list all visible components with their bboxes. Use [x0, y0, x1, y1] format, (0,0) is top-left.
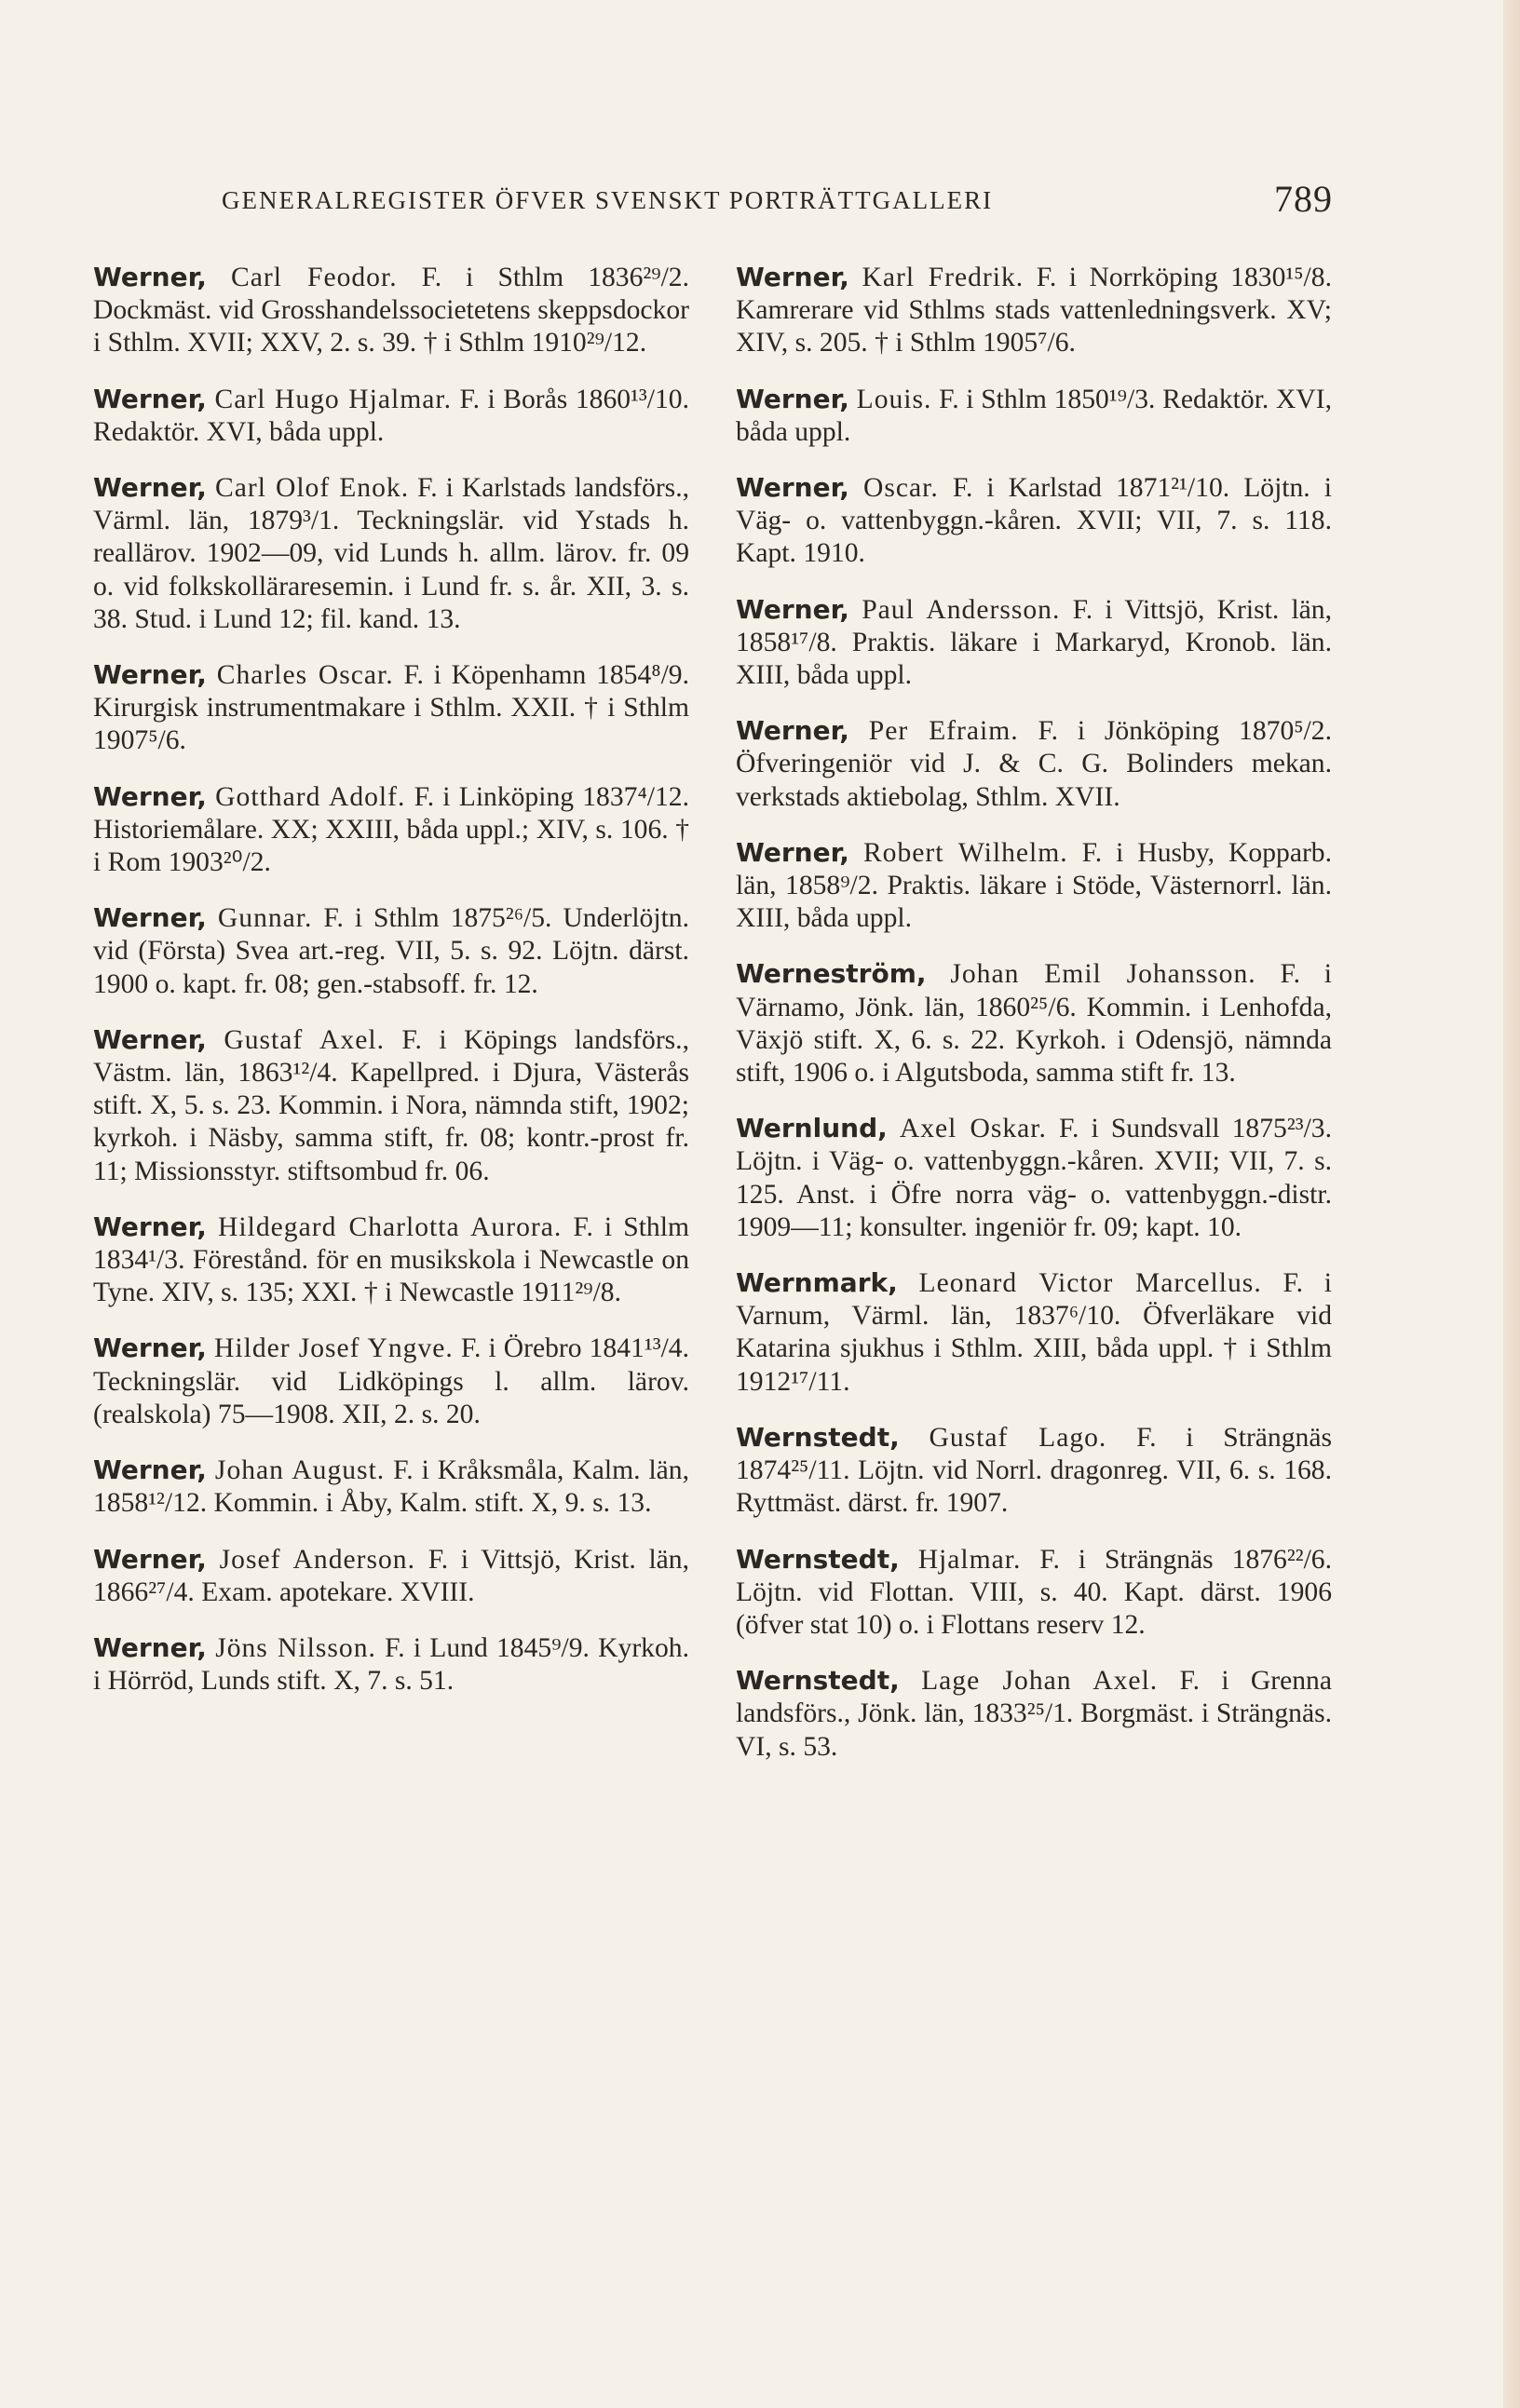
entry-surname: Werner, — [736, 715, 849, 747]
entry-surname: Werner, — [736, 836, 849, 868]
entry-given-names: Louis. — [856, 384, 932, 414]
register-entry — [736, 593, 1332, 693]
register-entry — [93, 261, 689, 360]
entry-surname: Werner, — [93, 1211, 207, 1242]
entry-surname: Werner, — [736, 262, 849, 292]
entry-given-names: Paul Andersson. — [862, 594, 1061, 625]
entry-given-names: Gotthard Adolf. — [215, 781, 406, 812]
entry-given-names: Gunnar. — [217, 903, 313, 934]
page-number: 789 — [1274, 178, 1333, 220]
entry-surname: Wernmark, — [736, 1267, 898, 1299]
entry-given-names: Jöns Nilsson. — [215, 1632, 376, 1663]
right-column — [736, 261, 1332, 1786]
entry-given-names: Charles Oscar. — [216, 660, 394, 691]
entry-text: F. i Strängnäs 1876²²/6. Löjtn. vid Flottan. VIII, s. 40. Kapt. därst. 1906 (öfver stat 10) o. i Flottans reserv 12. — [736, 1544, 1332, 1640]
entry-text: F. i Linköping 1837⁴/12. Historiemålare. XX; XXIII, båda uppl.; XIV, s. 106. † i Rom 1903²⁰/2. — [93, 781, 689, 878]
entry-surname: Werner, — [736, 383, 849, 414]
header-title: GENERALREGISTER ÖFVER SVENSKT PORTRÄTTGALLERI — [222, 186, 994, 214]
entry-text: F. i Vittsjö, Krist. län, 1858¹⁷/8. Praktis. läkare i Markaryd, Kronob. län. XIII, båda uppl. — [736, 594, 1333, 691]
entry-given-names: Josef Anderson. — [219, 1544, 416, 1575]
entry-given-names: Gustaf Axel. — [224, 1024, 385, 1055]
entry-text: F. i Jönköping 1870⁵/2. Öfveringeniör vid J. & C. G. Bolinders mekan. verkstads aktiebolag, Sthlm. XVII. — [736, 716, 1332, 812]
entry-given-names: Leonard Victor Marcellus. — [918, 1268, 1262, 1299]
register-entry — [736, 1266, 1332, 1399]
entry-given-names: Hilder Josef Yngve. — [214, 1333, 454, 1364]
register-entry — [736, 836, 1332, 936]
entry-surname: Wernstedt, — [736, 1665, 900, 1697]
entry-text: F. i Karlstads landsförs., Värml. län, 1879³/1. Teckningslär. vid Ystads h. reallärov. 1902—09, vid Lunds h. allm. lärov. fr. 09 o. vid folkskolläraresemin. i Lund fr. s. år. XII, 3. s. 38. Stud. i Lund 12; fil. kand. 13. — [93, 473, 689, 634]
register-entry — [736, 261, 1332, 360]
register-entry — [93, 471, 689, 636]
register-entry — [93, 1454, 689, 1520]
register-entry — [736, 1112, 1332, 1244]
entry-text: F. i Sundsvall 1875²³/3. Löjtn. i Väg- o. vattenbyggn.-kåren. XVII; VII, 7. s. 125. Anst. i Öfre norra väg- o. vattenbyggn.-distr. 1909—11; konsulter. ingeniör fr. 09; kapt. 10. — [736, 1114, 1332, 1242]
entry-text: F. i Grenna landsförs., Jönk. län, 1833²⁵/1. Borgmäst. i Strängnäs. VI, s. 53. — [736, 1666, 1332, 1762]
register-entry — [736, 957, 1332, 1089]
entry-given-names: Hildegard Charlotta Aurora. — [218, 1211, 563, 1242]
register-entry — [736, 1543, 1332, 1643]
entry-surname: Werner, — [93, 1543, 207, 1575]
entry-surname: Werner, — [93, 1631, 207, 1663]
register-entry — [736, 1421, 1332, 1521]
entry-given-names: Gustaf Lago. — [929, 1422, 1107, 1453]
entry-surname: Werneström, — [736, 958, 927, 990]
entry-text: F. i Varnum, Värml. län, 1837⁶/10. Öfverläkare vid Katarina sjukhus i Sthlm. XIII, båda uppl. † i Sthlm 1912¹⁷/11. — [736, 1268, 1332, 1397]
register-entry — [93, 383, 689, 449]
register-entry — [93, 1023, 689, 1188]
entry-given-names: Carl Feodor. — [231, 263, 398, 292]
entry-text: F. i Lund 1845⁹/9. Kyrkoh. i Hörröd, Lunds stift. X, 7. s. 51. — [93, 1632, 689, 1697]
entry-text: F. i Värnamo, Jönk. län, 1860²⁵/6. Kommin. i Lenhofda, Växjö stift. X, 6. s. 22. Kyrkoh. i Odensjö, nämnda stift, 1906 o. i Algutsboda, samma stift fr. 13. — [736, 959, 1333, 1089]
entry-given-names: Axel Oskar. — [899, 1114, 1047, 1144]
entry-given-names: Robert Wilhelm. — [862, 837, 1068, 868]
entry-text: F. i Husby, Kopparb. län, 1858⁹/2. Praktis. läkare i Stöde, Västernorrl. län. XIII, båda uppl. — [736, 837, 1333, 934]
entry-surname: Wernstedt, — [736, 1543, 900, 1575]
entry-given-names: Per Efraim. — [868, 716, 1019, 747]
entry-text: F. i Köpenhamn 1854⁸/9. Kirurgisk instrumentmakare i Sthlm. XXII. † i Sthlm 1907⁵/6. — [93, 660, 689, 756]
entry-surname: Werner, — [93, 1333, 207, 1364]
entry-given-names: Oscar. — [863, 473, 939, 504]
entry-surname: Wernlund, — [736, 1113, 888, 1144]
entry-surname: Werner, — [93, 262, 207, 292]
entry-text: F. i Sthlm 1850¹⁹/3. Redaktör. XVI, båda uppl. — [736, 384, 1332, 447]
entry-surname: Werner, — [93, 902, 207, 934]
entry-given-names: Carl Olof Enok. — [214, 473, 410, 504]
entry-surname: Werner, — [93, 780, 207, 812]
register-entry — [93, 1631, 689, 1698]
entry-given-names: Johan Emil Johansson. — [950, 959, 1256, 990]
entry-text: F. i Borås 1860¹³/10. Redaktör. XVI, båda uppl. — [93, 384, 689, 447]
entry-given-names: Hjalmar. — [917, 1544, 1022, 1575]
entry-surname: Werner, — [93, 1454, 207, 1486]
entry-surname: Werner, — [93, 383, 207, 414]
entry-surname: Wernstedt, — [736, 1421, 900, 1453]
entry-given-names: Johan August. — [214, 1455, 386, 1486]
entry-text: F. i Strängnäs 1874²⁵/11. Löjtn. vid Norrl. dragonreg. VII, 6. s. 168. Ryttmäst. därst. fr. 1907. — [736, 1422, 1332, 1519]
entry-text: F. i Vittsjö, Krist. län, 1866²⁷/4. Exam. apotekare. XVIII. — [93, 1544, 689, 1607]
entry-given-names: Karl Fredrik. — [862, 263, 1025, 292]
register-entry — [93, 1332, 689, 1431]
register-entry — [93, 780, 689, 880]
register-entry — [736, 714, 1332, 814]
entry-text: F. i Sthlm 1875²⁶/5. Underlöjtn. vid (Första) Svea art.-reg. VII, 5. s. 92. Löjtn. därst. 1900 o. kapt. fr. 08; gen.-stabsoff. fr. 12. — [93, 903, 689, 999]
entry-given-names: Carl Hugo Hjalmar. — [214, 384, 452, 414]
register-entry — [93, 1543, 689, 1609]
register-entry — [736, 1664, 1332, 1764]
entry-text: F. i Köpings landsförs., Västm. län, 1863¹²/4. Kapellpred. i Djura, Västerås stift. X, 5. s. 23. Kommin. i Nora, nämnda stift, 1902; kyrkoh. i Näsby, samma stift, fr. 08; kontr.-prost fr. 11; Missionsstyr. stiftsombud fr. 06. — [93, 1024, 689, 1186]
entry-surname: Werner, — [93, 472, 207, 504]
page-edge — [1503, 0, 1520, 2408]
entry-surname: Werner, — [93, 659, 207, 691]
register-entry — [93, 1211, 689, 1310]
entry-surname: Werner, — [93, 1023, 207, 1055]
register-entry — [93, 658, 689, 758]
entry-surname: Werner, — [736, 593, 849, 625]
entry-given-names: Lage Johan Axel. — [921, 1666, 1159, 1697]
entry-text: F. i Örebro 1841¹³/4. Teckningslär. vid Lidköpings l. allm. lärov. (realskola) 75—1908. XII, 2. s. 20. — [93, 1333, 689, 1429]
entry-text: F. i Sthlm 1836²⁹/2. Dockmäst. vid Grosshandelssocietetens skeppsdockor i Sthlm. XVII; XXV, 2. s. 39. † i Sthlm 1910²⁹/12. — [93, 263, 689, 358]
entry-text: F. i Norrköping 1830¹⁵/8. Kamrerare vid Sthlms stads vattenledningsverk. XV; XIV, s. 205. † i Sthlm 1905⁷/6. — [736, 263, 1332, 358]
entry-text: F. i Sthlm 1834¹/3. Förestånd. för en musikskola i Newcastle on Tyne. XIV, s. 135; XXI. † i Newcastle 1911²⁹/8. — [93, 1211, 689, 1308]
register-entry — [736, 471, 1332, 571]
entry-text: F. i Kråksmåla, Kalm. län, 1858¹²/12. Kommin. i Åby, Kalm. stift. X, 9. s. 13. — [93, 1455, 689, 1519]
left-column — [93, 261, 689, 1720]
entry-surname: Werner, — [736, 472, 849, 504]
register-entry — [93, 901, 689, 1001]
entry-text: F. i Karlstad 1871²¹/10. Löjtn. i Väg- o. vattenbyggn.-kåren. XVII; VII, 7. s. 118. Kapt. 1910. — [736, 473, 1332, 569]
register-entry — [736, 383, 1332, 449]
